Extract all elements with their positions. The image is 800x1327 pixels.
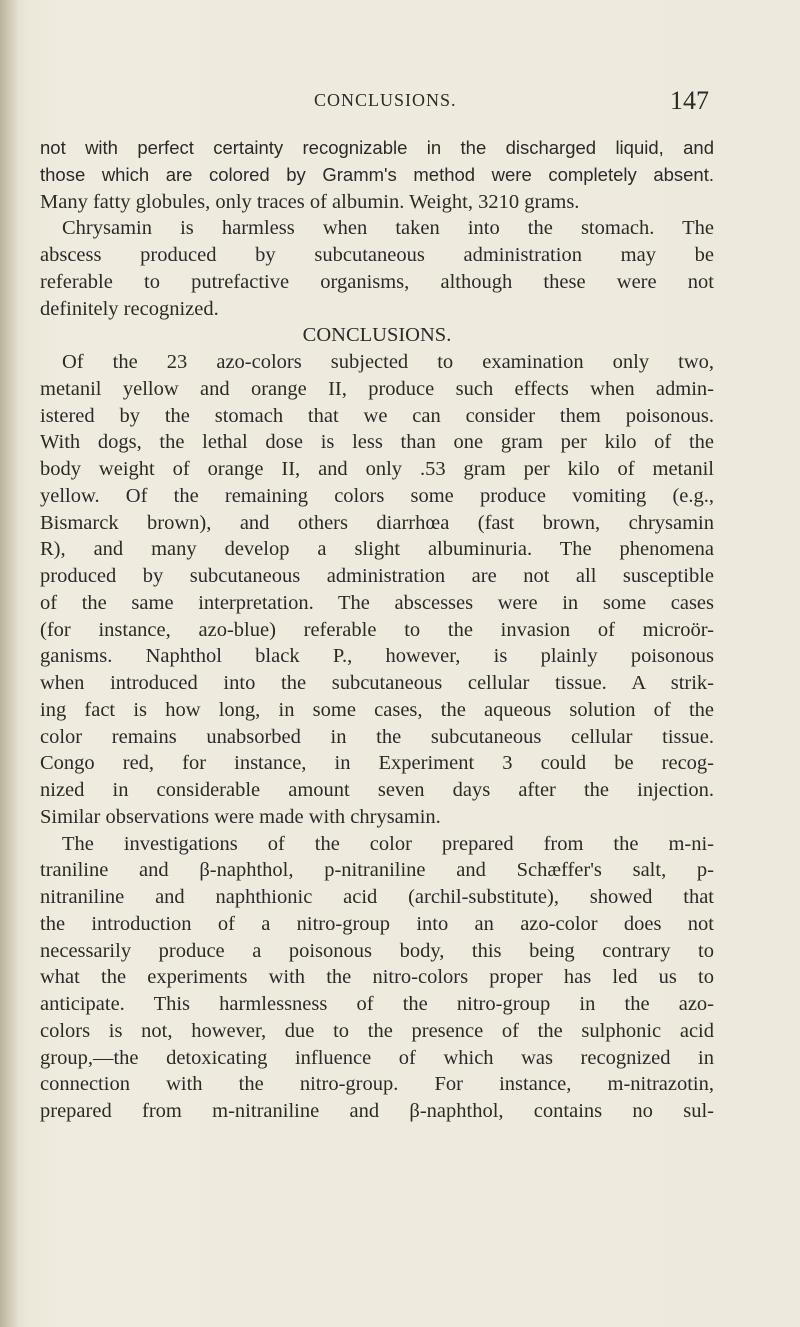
text-line: traniline and β-naphthol, p-nitraniline and Schæffer's salt, p- bbox=[40, 859, 714, 882]
text-line: connection with the nitro-group. For instance, m-nitrazotin, bbox=[40, 1073, 714, 1096]
text-line: body weight of orange II, and only .53 gram per kilo of metanil bbox=[40, 458, 714, 480]
text-line: group,—the detoxicating influence of which was recognized in bbox=[40, 1046, 714, 1069]
text-line: ing fact is how long, in some cases, the aqueous solution of the bbox=[40, 698, 714, 721]
text-line: With dogs, the lethal dose is less than one gram per kilo of the bbox=[40, 431, 714, 454]
text-line: of the same interpretation. The abscesses were in some cases bbox=[40, 591, 714, 614]
text-line: istered by the stomach that we can consider them poisonous. bbox=[40, 404, 714, 427]
text-line: color remains unabsorbed in the subcutaneous cellular tissue. bbox=[40, 725, 714, 748]
text-line: definitely recognized. bbox=[40, 297, 219, 320]
page-number: 147 bbox=[670, 86, 709, 115]
text-line: those which are colored by Gramm's method were completely absent. bbox=[40, 163, 714, 185]
text-line: R), and many develop a slight albuminuria. The phenomena bbox=[40, 538, 714, 561]
text-line: referable to putrefactive organisms, although these were not bbox=[40, 270, 714, 293]
text-line: prepared from m-nitraniline and β-naphthol, contains no sul- bbox=[40, 1100, 714, 1122]
text-line: yellow. Of the remaining colors some produce vomiting (e.g., bbox=[40, 484, 714, 507]
text-line: Of the 23 azo-colors subjected to examination only two, bbox=[62, 351, 714, 373]
text-line: colors is not, however, due to the presence of the sulphonic acid bbox=[40, 1019, 714, 1042]
text-line: Many fatty globules, only traces of albumin. Weight, 3210 grams. bbox=[40, 190, 580, 213]
text-line: necessarily produce a poisonous body, this being contrary to bbox=[40, 939, 714, 962]
text-line: The investigations of the color prepared from the m-ni- bbox=[62, 832, 714, 855]
body-text bbox=[40, 135, 714, 1125]
running-head: CONCLUSIONS. bbox=[314, 90, 457, 110]
binding-gutter bbox=[0, 0, 18, 1327]
text-line: not with perfect certainty recognizable in the discharged liquid, and bbox=[40, 137, 714, 158]
text-line: the introduction of a nitro-group into an azo-color does not bbox=[40, 912, 714, 935]
text-line: abscess produced by subcutaneous administration may be bbox=[40, 244, 714, 266]
text-line: anticipate. This harmlessness of the nitro-group in the azo- bbox=[40, 993, 714, 1015]
text-line: metanil yellow and orange II, produce such effects when admin- bbox=[40, 377, 714, 400]
text-line: Similar observations were made with chrysamin. bbox=[40, 805, 441, 828]
text-line: produced by subcutaneous administration are not all susceptible bbox=[40, 565, 714, 587]
text-line: Chrysamin is harmless when taken into the stomach. The bbox=[62, 217, 714, 240]
page-header bbox=[0, 88, 800, 116]
text-line: what the experiments with the nitro-colors proper has led us to bbox=[40, 966, 714, 989]
text-line: Congo red, for instance, in Experiment 3 could be recog- bbox=[40, 752, 714, 775]
text-line: (for instance, azo-blue) referable to the invasion of microör- bbox=[40, 618, 714, 641]
text-line: nized in considerable amount seven days after the injection. bbox=[40, 779, 714, 801]
text-line: nitraniline and naphthionic acid (archil-substitute), showed that bbox=[40, 886, 714, 908]
text-line: Bismarck brown), and others diarrhœa (fast brown, chrysamin bbox=[40, 511, 714, 534]
text-line: ganisms. Naphthol black P., however, is plainly poisonous bbox=[40, 645, 714, 668]
text-line: when introduced into the subcutaneous cellular tissue. A strik- bbox=[40, 672, 714, 694]
section-heading: CONCLUSIONS. bbox=[302, 324, 452, 347]
